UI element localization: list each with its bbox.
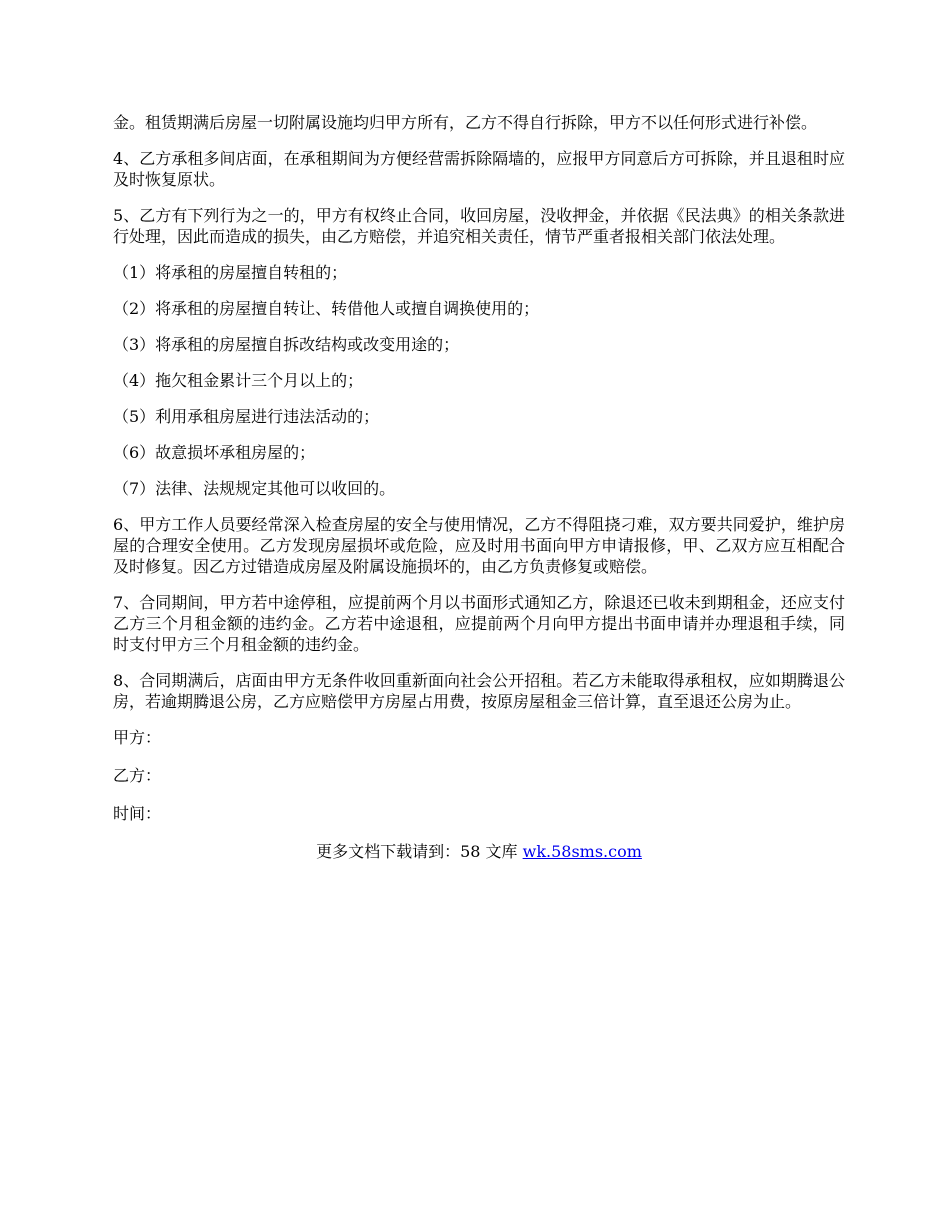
clause-7: 7、合同期间，甲方若中途停租，应提前两个月以书面形式通知乙方，除退还已收未到期租金，还应支付乙方三个月租金额的违约金。乙方若中途退租，应提前两个月向甲方提出书面申请并办理退租手续，同时支付甲方三个月租金额的违约金。	[113, 593, 845, 654]
signature-party-a: 甲方：	[113, 728, 162, 747]
clause-6: 6、甲方工作人员要经常深入检查房屋的安全与使用情况，乙方不得阻挠刁难，双方要共同爱护，维护房屋的合理安全使用。乙方发现房屋损坏或危险，应及时用书面向甲方申请报修，甲、乙双方应互相配合及时修复。因乙方过错造成房屋及附属设施损坏的，由乙方负责修复或赔偿。	[113, 515, 845, 576]
clause-5-item-2: （2）将承租的房屋擅自转让、转借他人或擅自调换使用的；	[113, 299, 540, 318]
footer	[113, 841, 845, 862]
clause-5-item-7: （7）法律、法规规定其他可以收回的。	[113, 479, 396, 498]
footer-text: 更多文档下载请到：58 文库	[316, 842, 523, 861]
document-page	[113, 112, 845, 862]
clause-5: 5、乙方有下列行为之一的，甲方有权终止合同，收回房屋，没收押金，并依据《民法典》的相关条款进行处理，因此而造成的损失，由乙方赔偿，并追究相关责任，情节严重者报相关部门依法处理。	[113, 206, 845, 246]
signature-party-b: 乙方：	[113, 766, 162, 785]
clause-5-item-1: （1）将承租的房屋擅自转租的；	[113, 263, 348, 282]
clause-5-item-5: （5）利用承租房屋进行违法活动的；	[113, 407, 380, 426]
clause-4: 4、乙方承租多间店面，在承租期间为方便经营需拆除隔墙的，应报甲方同意后方可拆除，并且退租时应及时恢复原状。	[113, 149, 845, 189]
paragraph-continuation: 金。租赁期满后房屋一切附属设施均归甲方所有，乙方不得自行拆除，甲方不以任何形式进行补偿。	[113, 113, 818, 132]
signature-time: 时间：	[113, 804, 162, 823]
clause-8: 8、合同期满后，店面由甲方无条件收回重新面向社会公开招租。若乙方未能取得承租权，应如期腾退公房，若逾期腾退公房，乙方应赔偿甲方房屋占用费，按原房屋租金三倍计算，直至退还公房为止。	[113, 671, 845, 711]
footer-link[interactable]: wk.58sms.com	[522, 842, 642, 861]
clause-5-item-6: （6）故意损坏承租房屋的；	[113, 443, 316, 462]
clause-5-item-3: （3）将承租的房屋擅自拆改结构或改变用途的；	[113, 335, 460, 354]
clause-5-item-4: （4）拖欠租金累计三个月以上的；	[113, 371, 364, 390]
